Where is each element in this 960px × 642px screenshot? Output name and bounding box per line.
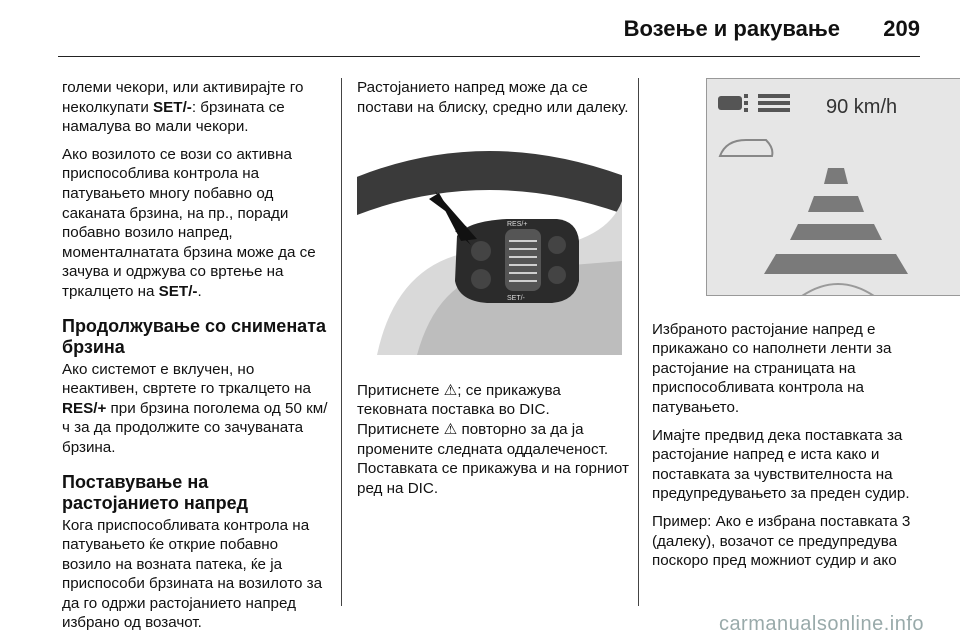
cancel-button-illus bbox=[471, 269, 491, 289]
paragraph-note: Имајте предвид дека поставката за растојание напред е иста како и поставката за чувствителноста на предупредувањето за преден судир. bbox=[652, 426, 910, 503]
paragraph-selected-distance: Избраното растојание напред е прикажано со наполнети ленти за растојание на страницата на приспособливата контрола на патувањето. bbox=[652, 320, 892, 416]
paragraph-text: при брзина поголема од 50 км/ч за да продолжите со зачуваната брзина. bbox=[62, 399, 328, 456]
distance-bar-4 bbox=[764, 254, 908, 274]
paragraph-text: Притиснете bbox=[357, 381, 444, 399]
paragraph-text: : брзината се намалува во мали чекори. bbox=[62, 98, 285, 136]
steering-wheel-illustration bbox=[357, 141, 622, 355]
paragraph-store-speed bbox=[62, 145, 330, 302]
distance-bar-2 bbox=[808, 196, 864, 212]
thumbwheel-label-set: SET/- bbox=[507, 295, 525, 303]
dic-speed: 90 km/h bbox=[826, 96, 898, 118]
paragraph-text: . bbox=[197, 282, 202, 300]
dic-display-illustration bbox=[706, 78, 960, 296]
thumbwheel-label-res: RES/+ bbox=[507, 221, 528, 229]
paragraph-example: Пример: Ако е избрана поставката 3 (далеку), возачот се предупредува поскоро пред можниот судир и ако bbox=[652, 512, 911, 570]
section-heading-distance: Поставување на растојанието напред bbox=[62, 471, 249, 513]
column-divider-1 bbox=[341, 78, 342, 606]
paragraph-distance-options: Растојанието напред може да се постави на блиску, средно или далеку. bbox=[357, 79, 629, 116]
limiter-button bbox=[548, 266, 566, 284]
cruise-on-button bbox=[548, 236, 566, 254]
distance-button-icon: ⚠ bbox=[443, 381, 458, 399]
section-heading-resume: Продолжување со снимената брзина bbox=[62, 315, 327, 357]
paragraph-text: повторно за да ја промените следната оддалеченост. Поставката се прикажува и на горниот ред на DIC. bbox=[357, 420, 629, 497]
paragraph-speed-steps bbox=[62, 78, 330, 137]
header-divider bbox=[58, 56, 920, 57]
paragraph-text: Притиснете bbox=[357, 420, 444, 438]
column-middle bbox=[357, 78, 629, 506]
bold-control-label: SET/- bbox=[153, 98, 192, 116]
bold-control-label: RES/+ bbox=[62, 399, 107, 417]
bold-control-label: SET/- bbox=[158, 282, 198, 300]
column-left bbox=[62, 78, 330, 641]
distance-level-icon bbox=[758, 94, 790, 112]
distance-button bbox=[471, 241, 491, 261]
column-right bbox=[652, 78, 924, 579]
page-number: 209 bbox=[883, 16, 920, 41]
paragraph-text: големи чекори, или активирајте го неколкупати bbox=[62, 79, 304, 116]
paragraph-resume bbox=[62, 360, 330, 458]
paragraph-text: ; се прикажува тековната поставка во DIC. bbox=[357, 381, 561, 419]
page-header bbox=[0, 0, 960, 56]
chapter-title: Возење и ракување bbox=[623, 16, 840, 41]
paragraph-text: Ако возилото се вози со активна приспособлива контрола на патувањето многу побавно од саканата брзина, на пр., поради побавно возило напред, моменталнатата брзина може да се зачува и одржува со вртење на тркалцето на bbox=[62, 145, 316, 300]
watermark: carmanualsonline.info bbox=[718, 613, 924, 635]
distance-button-icon: ⚠ bbox=[443, 420, 458, 438]
column-divider-2 bbox=[638, 78, 639, 606]
paragraph-press-button bbox=[357, 381, 629, 499]
distance-bar-1 bbox=[824, 168, 848, 184]
paragraph-text: Ако системот е вклучен, но неактивен, свртете го тркалцето на bbox=[62, 360, 311, 398]
distance-bar-3 bbox=[790, 224, 882, 240]
paragraph-distance: Кога приспособливата контрола на патувањето ќе открие побавно возило на возната патека, ќе ја приспособи брзината на возилото за да го одржи растојанието напред избрано од возачот. bbox=[62, 516, 323, 632]
